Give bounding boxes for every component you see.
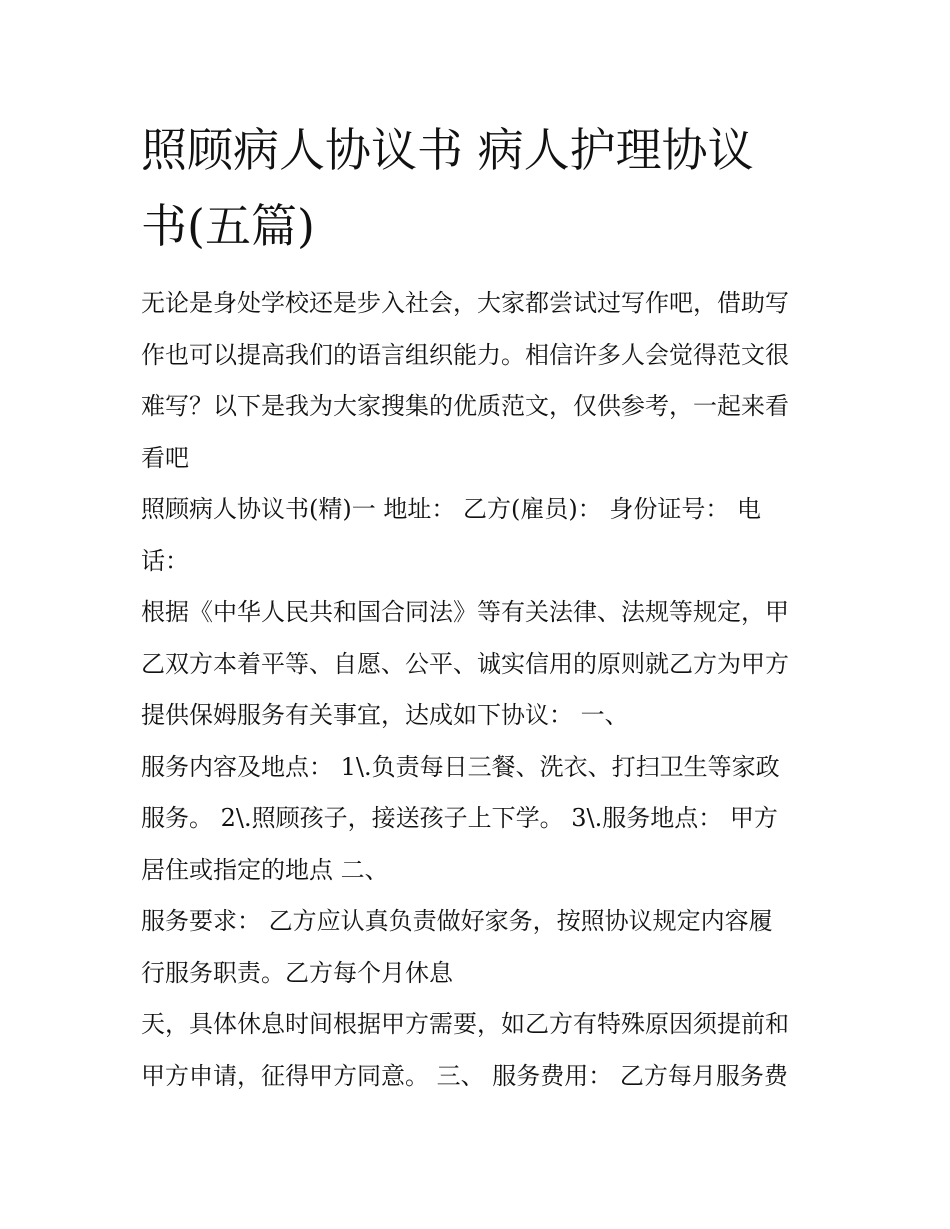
document-title xyxy=(141,112,813,264)
text-line: 服务要求： 乙方应认真负责做好家务，按照协议规定内容履 xyxy=(141,907,773,935)
title-line-2: 书(五篇) xyxy=(141,199,315,253)
paragraph-legal-basis xyxy=(141,587,813,742)
paragraph-service-content xyxy=(141,742,813,897)
paragraph-service-requirements xyxy=(141,896,813,999)
text-line: 照顾病人协议书(精)一 地址： 乙方(雇员)： 身份证号： 电 xyxy=(141,495,761,523)
document-page xyxy=(141,112,813,1102)
text-line: 服务内容及地点： 1\.负责每日三餐、洗衣、打扫卫生等家政 xyxy=(141,752,780,781)
title-line-1: 照顾病人协议书 病人护理协议 xyxy=(141,123,754,177)
text-line: 甲方申请，征得甲方同意。 三、 服务费用： 乙方每月服务费 xyxy=(141,1061,788,1090)
text-line: 难写？以下是我为大家搜集的优质范文，仅供参考，一起来看 xyxy=(141,392,789,420)
text-line: 服务。 2\.照顾孩子，接送孩子上下学。 3\.服务地点： 甲方 xyxy=(141,804,778,832)
text-line: 居住或指定的地点 二、 xyxy=(141,855,389,884)
paragraph-intro xyxy=(141,278,813,484)
document-body xyxy=(141,278,813,1102)
text-line: 天，具体休息时间根据甲方需要，如乙方有特殊原因须提前和 xyxy=(141,1010,789,1038)
paragraph-rest-and-fees xyxy=(141,999,813,1102)
text-line: 根据《中华人民共和国合同法》等有关法律、法规等规定，甲 xyxy=(141,598,789,626)
text-line: 作也可以提高我们的语言组织能力。相信许多人会觉得范文很 xyxy=(141,340,789,369)
text-line: 提供保姆服务有关事宜，达成如下协议： 一、 xyxy=(141,701,629,729)
text-line: 行服务职责。乙方每个月休息 xyxy=(141,958,453,987)
text-line: 话： xyxy=(141,546,189,575)
paragraph-header-fields xyxy=(141,484,813,587)
text-line: 无论是身处学校还是步入社会，大家都尝试过写作吧，借助写 xyxy=(141,289,789,317)
text-line: 看吧 xyxy=(141,443,189,472)
text-line: 乙双方本着平等、自愿、公平、诚实信用的原则就乙方为甲方 xyxy=(141,649,789,678)
